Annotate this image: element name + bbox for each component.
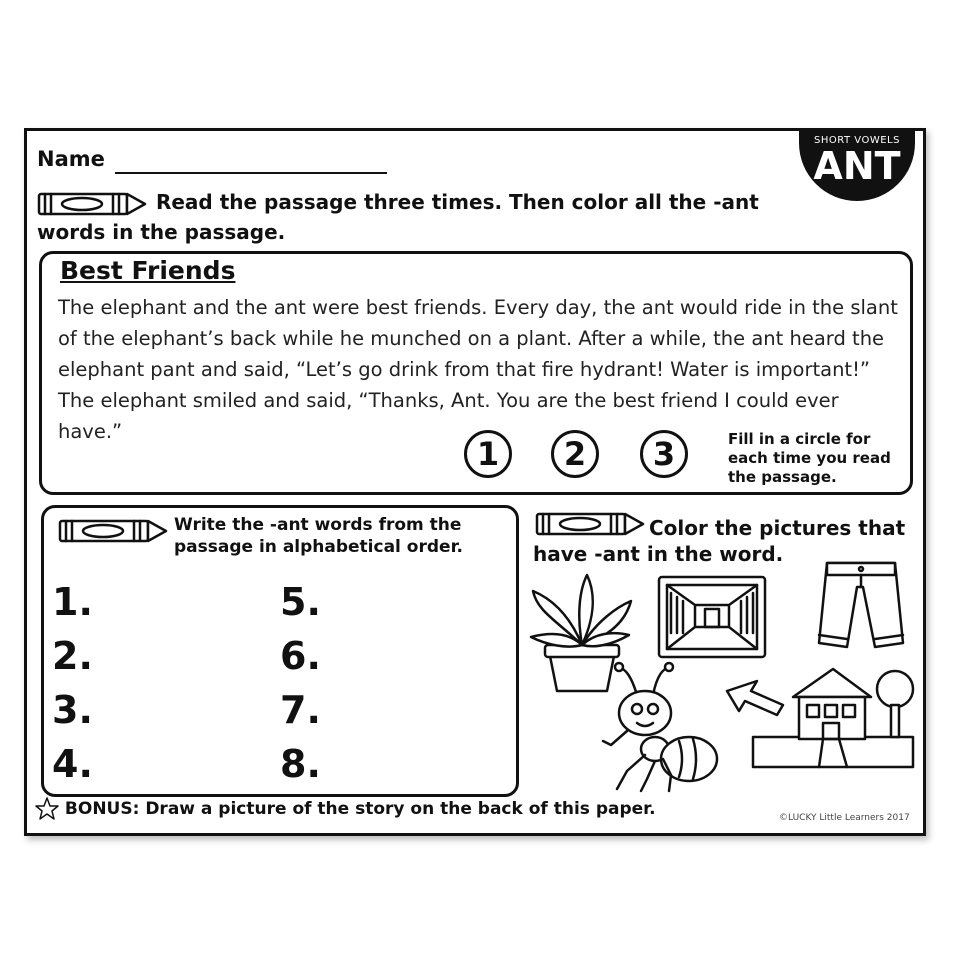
answer-number-3: 3.: [52, 688, 93, 732]
ant-icon[interactable]: [597, 661, 721, 793]
answer-number-8: 8.: [280, 742, 321, 786]
name-line[interactable]: [115, 172, 387, 174]
worksheet: [24, 128, 926, 836]
answer-number-1: 1.: [52, 580, 93, 624]
story-text: The elephant and the ant were best friends. Every day, the ant would ride in the slant of the elephant’s back while he munched on a plant. After a while, the ant heard the elephant pant and said, “Let’s go drink from that fire hydrant! Water is important!” The elephant smiled and said, “Thanks, Ant. You are the best friend I could ever have.”: [58, 296, 898, 443]
answer-number-2: 2.: [52, 634, 93, 678]
crayon-icon: [58, 518, 170, 544]
write-instruction: Write the -ant words from the passage in alphabetical order.: [174, 515, 463, 557]
badge-title: ANT: [813, 144, 901, 188]
bonus-row: [35, 797, 656, 821]
story-title: Best Friends: [60, 256, 236, 285]
name-label: Name: [37, 147, 105, 171]
hallway-icon[interactable]: [657, 575, 767, 659]
answer-number-4: 4.: [52, 742, 93, 786]
answer-number-5: 5.: [280, 580, 321, 624]
write-words-box: [41, 505, 519, 797]
copyright: ©LUCKY Little Learners 2017: [779, 813, 910, 823]
short-vowels-badge: [799, 129, 915, 201]
answer-number-6: 6.: [280, 634, 321, 678]
crayon-icon: [37, 191, 149, 217]
read-instruction: Read the passage three times. Then color all the -ant words in the passage.: [37, 190, 759, 244]
pants-icon[interactable]: [819, 563, 903, 647]
bonus-text: BONUS: Draw a picture of the story on the back of this paper.: [64, 799, 656, 819]
badge-subtitle: SHORT VOWELS: [814, 135, 900, 146]
fill-circle-instruction: Fill in a circle for each time you read the passage.: [728, 430, 891, 486]
story-box: [39, 251, 913, 495]
color-instruction: Color the pictures that have -ant in the word.: [533, 516, 906, 566]
read-instruction-row: [37, 187, 797, 247]
star-icon: [35, 797, 59, 821]
read-circle-1[interactable]: 1: [464, 430, 512, 478]
read-circle-2[interactable]: 2: [551, 430, 599, 478]
read-circle-3[interactable]: 3: [640, 430, 688, 478]
answer-number-7: 7.: [280, 688, 321, 732]
house-icon[interactable]: [723, 661, 919, 773]
